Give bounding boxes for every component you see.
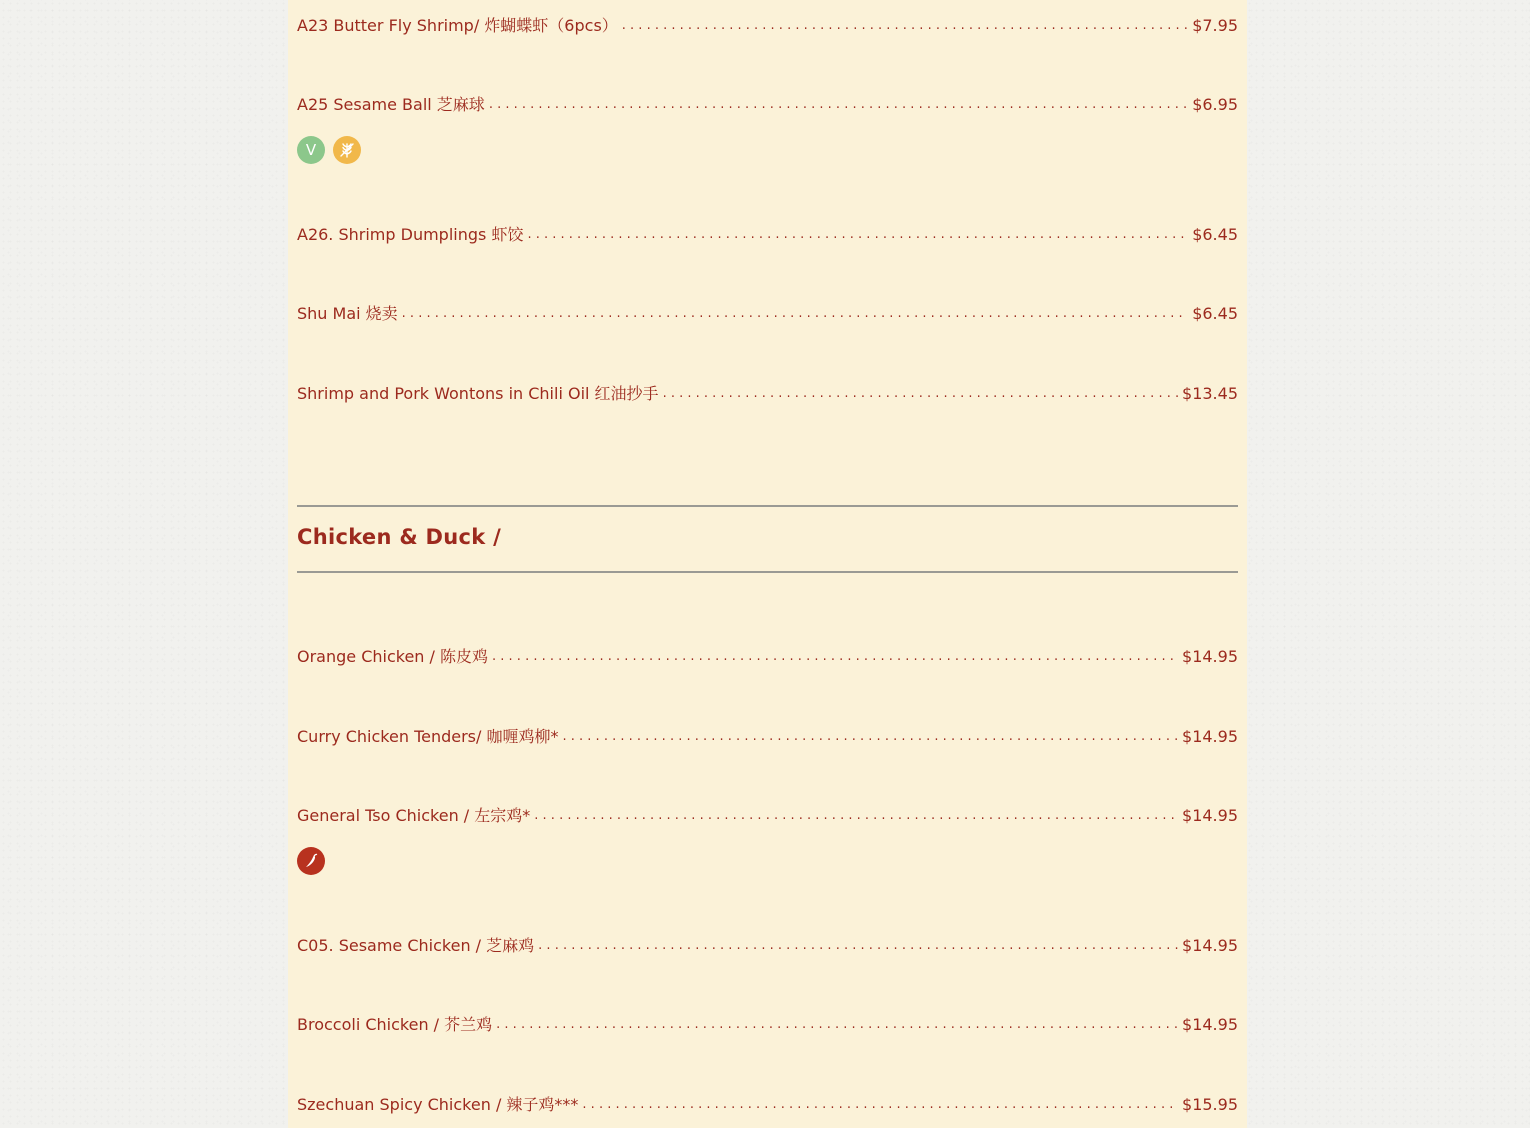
menu-item-name: Orange Chicken / 陈皮鸡 — [297, 647, 489, 666]
dot-leader — [489, 95, 1188, 115]
menu-item-name: C05. Sesame Chicken / 芝麻鸡 — [297, 936, 535, 955]
section-title: Chicken & Duck / — [297, 525, 502, 549]
section-divider-bottom — [297, 571, 1238, 573]
menu-item-name: Broccoli Chicken / 芥兰鸡 — [297, 1015, 493, 1034]
menu-item-price: $6.95 — [1192, 95, 1238, 114]
menu-item-name: Szechuan Spicy Chicken / 辣子鸡*** — [297, 1095, 579, 1114]
menu-item-general-tso-chicken — [297, 802, 1238, 826]
dot-leader — [402, 304, 1189, 324]
menu-item-sesame-ball — [297, 91, 1238, 115]
menu-item-price: $14.95 — [1182, 647, 1238, 666]
menu-item-curry-chicken-tenders — [297, 723, 1238, 747]
menu-item-sesame-chicken — [297, 932, 1238, 956]
menu-item-price: $13.45 — [1182, 384, 1238, 403]
menu-item-price: $15.95 — [1182, 1095, 1238, 1114]
dot-leader — [492, 647, 1178, 667]
section-divider-top — [297, 505, 1238, 507]
vegetarian-icon — [297, 136, 325, 164]
menu-item-name: Curry Chicken Tenders/ 咖喱鸡柳* — [297, 727, 559, 746]
dot-leader — [582, 1095, 1178, 1115]
gluten-icon — [333, 136, 361, 164]
menu-item-szechuan-spicy-chicken — [297, 1091, 1238, 1115]
menu-item-shu-mai — [297, 300, 1238, 324]
dot-leader — [496, 1015, 1178, 1035]
dietary-badges — [297, 847, 325, 875]
menu-item-butterfly-shrimp — [297, 12, 1238, 36]
menu-item-price: $14.95 — [1182, 806, 1238, 825]
menu-item-price: $7.95 — [1192, 16, 1238, 35]
dot-leader — [663, 384, 1178, 404]
menu-item-orange-chicken — [297, 643, 1238, 667]
menu-item-name: A23 Butter Fly Shrimp/ 炸蝴蝶虾（6pcs） — [297, 16, 618, 35]
menu-item-broccoli-chicken — [297, 1011, 1238, 1035]
dot-leader — [527, 225, 1188, 245]
dietary-badges — [297, 136, 361, 164]
dot-leader — [563, 727, 1179, 747]
dot-leader — [538, 936, 1178, 956]
dot-leader — [534, 806, 1178, 826]
menu-item-name: General Tso Chicken / 左宗鸡* — [297, 806, 531, 825]
menu-panel — [288, 0, 1247, 1128]
menu-item-shrimp-dumplings — [297, 221, 1238, 245]
menu-item-price: $6.45 — [1192, 225, 1238, 244]
menu-item-price: $14.95 — [1182, 936, 1238, 955]
menu-item-price: $14.95 — [1182, 1015, 1238, 1034]
menu-item-name: A26. Shrimp Dumplings 虾饺 — [297, 225, 524, 244]
menu-item-price: $6.45 — [1192, 304, 1238, 323]
menu-item-name: A25 Sesame Ball 芝麻球 — [297, 95, 485, 114]
menu-item-price: $14.95 — [1182, 727, 1238, 746]
dot-leader — [622, 16, 1188, 36]
menu-item-name: Shrimp and Pork Wontons in Chili Oil 红油抄手 — [297, 384, 659, 403]
menu-item-name: Shu Mai 烧卖 — [297, 304, 398, 323]
menu-item-wontons-chili-oil — [297, 380, 1238, 404]
vegetarian-label: V — [305, 141, 317, 159]
spicy-icon — [297, 847, 325, 875]
